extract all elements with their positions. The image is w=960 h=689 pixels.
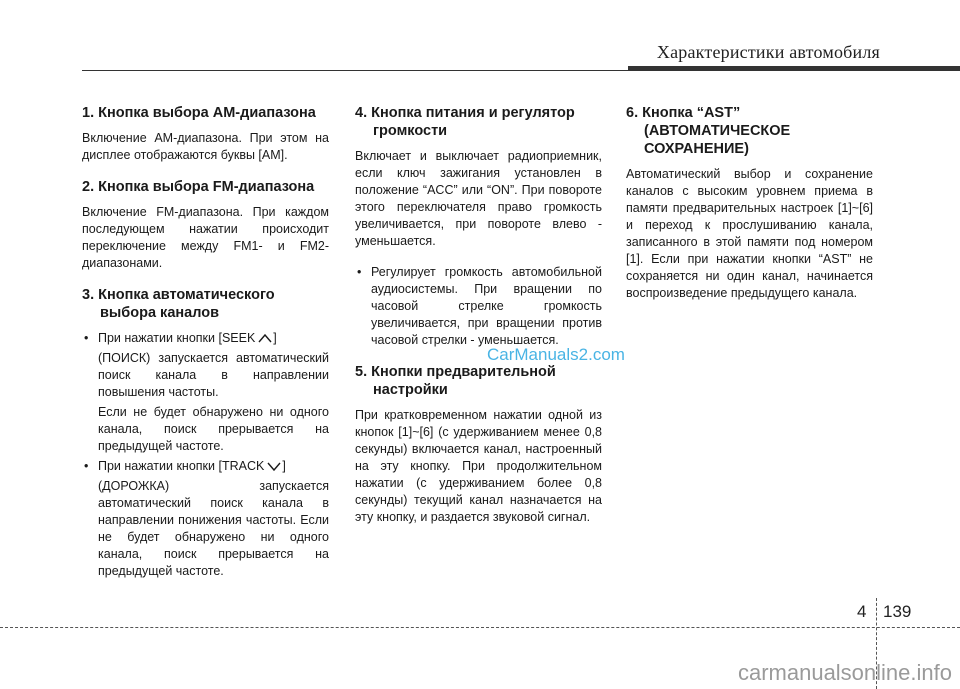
watermark-site: carmanualsonline.info [737, 660, 952, 685]
bullet-track-down [82, 458, 329, 580]
watermark-carmanuals: CarManuals2.com [487, 345, 625, 364]
chapter-number: 4 [857, 602, 867, 621]
section-heading-preset: 5. Кнопки предварительной настройки [355, 364, 556, 398]
column-left [82, 104, 329, 594]
chevron-down-icon [266, 460, 282, 477]
page-number: 139 [883, 602, 912, 621]
seek-bullet-list [82, 330, 329, 580]
section-text-preset: При кратковременном нажатии одной из кнопок [1]~[6] (с удерживанием менее 0,8 секунды) включается канал, настроенный на эту кнопку. При продолжительном нажатии (с удерживанием более 0,8 секунды) текущий канал назначается на эту кнопку, и раздается звуковой сигнал. [355, 408, 602, 524]
bullet-seek-label: При нажатии кнопки [SEEK [98, 331, 256, 345]
header-rule-accent [628, 66, 960, 71]
bullet-seek-continue: Если не будет обнаружено ни одного канала, поиск прерывается на предыдущей частоте. [98, 405, 329, 453]
column-middle [355, 104, 602, 540]
bullet-seek-bracket: ] [273, 331, 277, 345]
section-text-power: Включает и выключает радиоприемник, если ключ зажигания установлен в положение “ACC” или “ON”. При повороте этого переключателя право громкость увеличивается, при повороте влево - уменьшается. [355, 149, 602, 248]
bullet-track-bracket: ] [282, 459, 286, 473]
power-bullet-list [355, 264, 602, 349]
bullet-volume: • Регулирует громкость автомобильной аудиосистемы. При вращении по часовой стрелке громкость увеличивается, при вращении против часовой стрелки - уменьшается. [355, 264, 602, 349]
bullet-seek-text: (ПОИСК) запускается автоматический поиск канала в направлении повышения частоты. [98, 351, 329, 399]
section-text-fm: Включение FM-диапазона. При каждом последующем нажатии происходит переключение между FM1- и FM2-диапазонами. [82, 205, 329, 270]
bullet-track-label: При нажатии кнопки [TRACK [98, 459, 265, 473]
section-heading-seek: 3. Кнопка автоматического выбора каналов [82, 287, 275, 321]
bullet-seek-up [82, 330, 329, 455]
bullet-track-text: (ДОРОЖКА) запускается автоматический поиск канала в направлении понижения частоты. Если не будет обнаружено ни одного канала, поиск прерывается на предыдущей частоте. [98, 479, 329, 578]
footer-rule [0, 627, 960, 628]
section-heading-ast: 6. Кнопка “AST” (АВТОМАТИЧЕСКОЕ СОХРАНЕНИЕ) [626, 105, 791, 157]
section-heading-fm: 2. Кнопка выбора FM-диапазона [82, 179, 315, 195]
section-text-am: Включение AM-диапазона. При этом на дисплее отображаются буквы [AM]. [82, 131, 329, 162]
column-right [626, 104, 873, 316]
section-heading-power: 4. Кнопка питания и регулятор громкости [355, 105, 575, 139]
chevron-up-icon [257, 332, 273, 349]
section-text-ast: Автоматический выбор и сохранение каналов с высоким уровнем приема в памяти предварительных настроек [1]~[6] и переход к прослушиванию канала, записанного в этой памяти под номером [1]. Если при нажатии кнопки “AST” не сохраняется ни один канал, начинается воспроизведение предыдущего канала. [626, 167, 873, 300]
header-title: Характеристики автомобиля [656, 42, 880, 62]
section-heading-am: 1. Кнопка выбора AM-диапазона [82, 105, 316, 121]
